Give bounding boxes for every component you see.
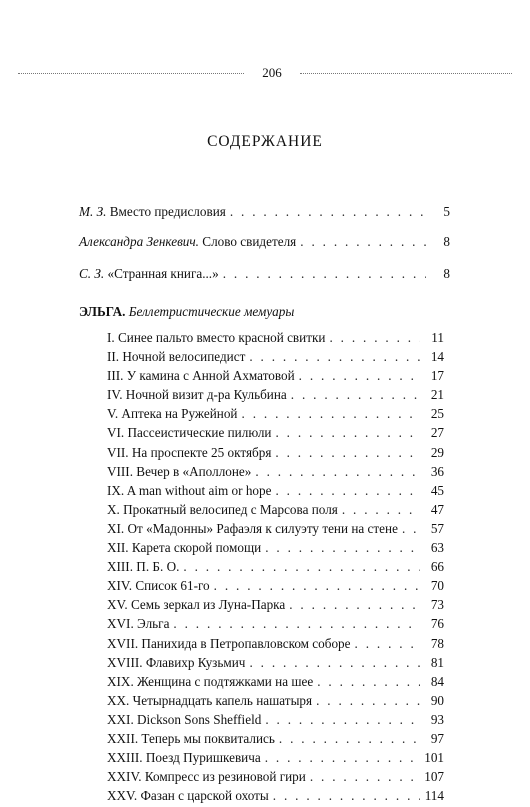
- chapter-title: IX. A man without aim or hope: [107, 482, 272, 498]
- entry-title: Слово свидетеля: [202, 234, 297, 249]
- dot-leader: [255, 464, 420, 480]
- chapter-page: 36: [430, 463, 444, 479]
- chapter-entry[interactable]: [107, 674, 444, 693]
- chapter-title: V. Аптека на Ружейной: [107, 406, 238, 422]
- chapter-title: III. У камина с Анной Ахматовой: [107, 368, 295, 384]
- dot-leader: [289, 597, 420, 613]
- entry-title: «Странная книга...»: [107, 266, 219, 281]
- toc-entry-strange-book[interactable]: [79, 266, 450, 282]
- chapter-page: 47: [430, 501, 444, 517]
- chapter-title: XXIII. Поезд Пуришкевича: [107, 750, 261, 766]
- chapter-page: 97: [430, 730, 444, 746]
- chapter-entry[interactable]: [107, 445, 444, 464]
- chapter-page: 90: [430, 692, 444, 708]
- dot-leader: [355, 636, 421, 652]
- chapter-title: VIII. Вечер в «Аполлоне»: [107, 463, 252, 479]
- dot-leader: [273, 788, 420, 804]
- chapter-title: X. Прокатный велосипед с Марсова поля: [107, 501, 338, 517]
- dot-leader: [265, 540, 420, 556]
- chapter-title: I. Синее пальто вместо красной свитки: [107, 330, 326, 345]
- entry-page: 8: [443, 266, 450, 281]
- chapter-entry[interactable]: [107, 788, 444, 807]
- dot-leader: [402, 521, 420, 537]
- section-name: ЭЛЬГА.: [79, 304, 126, 319]
- chapter-entry[interactable]: [107, 540, 444, 559]
- chapter-entry[interactable]: [107, 502, 444, 521]
- chapter-page: 76: [430, 616, 444, 632]
- chapter-entry[interactable]: [107, 559, 444, 578]
- dot-leader: [242, 406, 421, 422]
- dot-leader: [329, 330, 420, 346]
- chapter-list: [107, 330, 444, 807]
- chapter-entry[interactable]: [107, 521, 444, 540]
- chapter-page: 27: [430, 425, 444, 441]
- dot-leader: [214, 578, 420, 594]
- chapter-entry[interactable]: [107, 655, 444, 674]
- chapter-entry[interactable]: [107, 368, 444, 387]
- dot-leader: [173, 616, 420, 632]
- dot-leader: [300, 234, 426, 250]
- chapter-page: 29: [430, 444, 444, 460]
- chapter-entry[interactable]: [107, 406, 444, 425]
- dot-leader: [230, 204, 426, 220]
- entry-author: Александра Зенкевич.: [79, 234, 199, 249]
- chapter-title: XXV. Фазан с царской охоты: [107, 788, 269, 804]
- chapter-entry[interactable]: [107, 731, 444, 750]
- dot-leader: [265, 712, 420, 728]
- section-subtitle: Беллетристические мемуары: [128, 304, 295, 319]
- header-rule-left: [18, 73, 244, 74]
- chapter-page: 11: [431, 330, 444, 345]
- chapter-title: VI. Пассеистические пилюли: [107, 425, 272, 441]
- chapter-page: 81: [430, 654, 444, 670]
- chapter-page: 25: [430, 406, 444, 422]
- chapter-title: II. Ночной велосипедист: [107, 349, 246, 365]
- page-number: 206: [262, 65, 282, 80]
- dot-leader: [275, 445, 420, 461]
- chapter-title: XV. Семь зеркал из Луна-Парка: [107, 597, 286, 613]
- chapter-title: XIII. П. Б. О.: [107, 559, 180, 575]
- chapter-title: XVIII. Флавихр Кузьмич: [107, 654, 246, 670]
- chapter-page: 93: [430, 711, 444, 727]
- chapter-page: 63: [430, 540, 444, 556]
- dot-leader: [265, 750, 420, 766]
- chapter-page: 14: [430, 349, 444, 365]
- dot-leader: [279, 731, 420, 747]
- chapter-page: 17: [430, 368, 444, 384]
- chapter-entry[interactable]: [107, 464, 444, 483]
- section-heading: [79, 304, 294, 320]
- dot-leader: [249, 655, 420, 671]
- chapter-title: XXI. Dickson Sons Sheffield: [107, 711, 262, 727]
- chapter-title: XX. Четырнадцать капель нашатыря: [107, 692, 313, 708]
- chapter-entry[interactable]: [107, 349, 444, 368]
- dot-leader: [223, 266, 426, 282]
- chapter-page: 70: [430, 578, 444, 594]
- chapter-page: 114: [424, 788, 444, 804]
- chapter-page: 78: [430, 635, 444, 651]
- chapter-page: 101: [424, 750, 444, 766]
- entry-author: С. З.: [79, 266, 105, 281]
- chapter-page: 21: [430, 387, 444, 403]
- dot-leader: [316, 693, 420, 709]
- chapter-title: XXII. Теперь мы поквитались: [107, 730, 275, 746]
- chapter-page: 45: [430, 482, 444, 498]
- toc-entry-foreword[interactable]: [79, 204, 450, 220]
- dot-leader: [275, 425, 420, 441]
- chapter-entry[interactable]: [107, 769, 444, 788]
- toc-title: СОДЕРЖАНИЕ: [207, 133, 323, 150]
- chapter-page: 66: [430, 559, 444, 575]
- entry-author: М. З.: [79, 204, 107, 219]
- chapter-entry[interactable]: [107, 578, 444, 597]
- dot-leader: [249, 349, 420, 365]
- chapter-title: XIX. Женщина с подтяжками на шее: [107, 673, 314, 689]
- chapter-title: VII. На проспекте 25 октября: [107, 444, 272, 460]
- chapter-entry[interactable]: [107, 597, 444, 616]
- chapter-title: XII. Карета скорой помощи: [107, 540, 262, 556]
- dot-leader: [342, 502, 420, 518]
- toc-entry-witness[interactable]: [79, 234, 450, 250]
- chapter-entry[interactable]: [107, 483, 444, 502]
- header-rule-right: [300, 73, 512, 74]
- entry-title: Вместо предисловия: [109, 204, 226, 219]
- chapter-title: XVI. Эльга: [107, 616, 170, 632]
- chapter-page: 73: [430, 597, 444, 613]
- chapter-entry[interactable]: [107, 425, 444, 444]
- page-header: [18, 66, 512, 80]
- chapter-title: XIV. Список 61-го: [107, 578, 210, 594]
- chapter-page: 84: [430, 673, 444, 689]
- chapter-entry[interactable]: [107, 750, 444, 769]
- chapter-entry[interactable]: [107, 387, 444, 406]
- chapter-page: 57: [430, 520, 444, 536]
- chapter-page: 107: [424, 769, 444, 785]
- dot-leader: [291, 387, 420, 403]
- chapter-entry[interactable]: [107, 330, 444, 349]
- chapter-title: IV. Ночной визит д-ра Кульбина: [107, 387, 287, 403]
- chapter-entry[interactable]: [107, 616, 444, 635]
- chapter-title: XVII. Панихида в Петропавловском соборе: [107, 635, 351, 651]
- dot-leader: [310, 769, 420, 785]
- chapter-entry[interactable]: [107, 636, 444, 655]
- chapter-title: XXIV. Компресс из резиновой гири: [107, 769, 306, 785]
- chapter-title: XI. От «Мадонны» Рафаэля к силуэту тени на стене: [107, 520, 398, 536]
- chapter-entry[interactable]: [107, 712, 444, 731]
- dot-leader: [317, 674, 420, 690]
- entry-page: 8: [443, 234, 450, 249]
- dot-leader: [275, 483, 420, 499]
- dot-leader: [299, 368, 420, 384]
- dot-leader: [183, 559, 420, 575]
- chapter-entry[interactable]: [107, 693, 444, 712]
- entry-page: 5: [443, 204, 450, 219]
